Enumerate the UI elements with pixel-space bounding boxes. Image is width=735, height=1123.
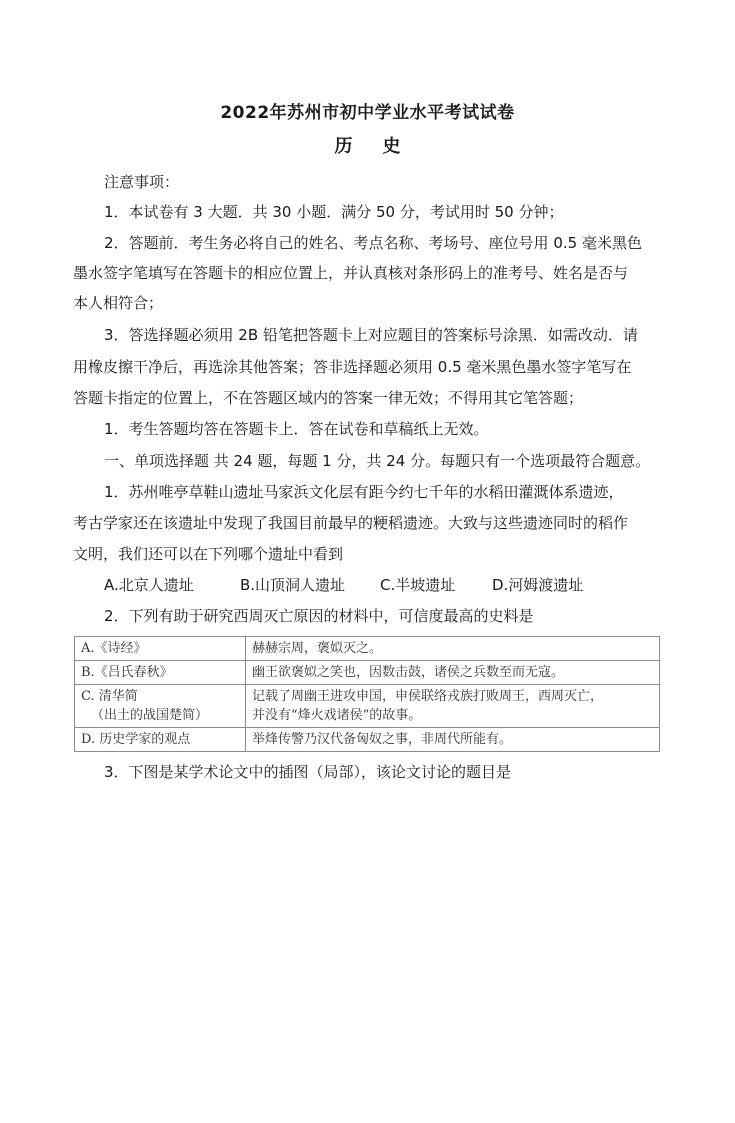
content-cell xyxy=(246,685,660,728)
subject-title: 历史 xyxy=(334,136,431,157)
q2-source-table xyxy=(74,636,660,752)
content-line-2: 并没有“烽火戏诸侯”的故事。 xyxy=(252,708,422,723)
note-item-1: 1．本试卷有 3 大题．共 30 小题．满分 50 分，考试用时 50 分钟； xyxy=(104,203,564,221)
note-item-2-line-3: 本人相符合； xyxy=(73,294,164,312)
q3-stem: 3．下图是某学术论文中的插图（局部），该论文讨论的题目是 xyxy=(104,763,512,781)
exam-title: 2022年苏州市初中学业水平考试试卷 xyxy=(220,103,515,123)
note-item-3-line-2: 用橡皮擦干净后，再选涂其他答案；答非选择题必须用 0.5 毫米黑色墨水签字笔写在 xyxy=(73,358,632,376)
note-item-2-line-1: 2．答题前．考生务必将自己的姓名、考点名称、考场号、座位号用 0.5 毫米黑色 xyxy=(104,234,642,252)
source-cell: D. 历史学家的观点 xyxy=(75,728,246,752)
table-row xyxy=(75,637,660,661)
content-cell: 举烽传警乃汉代备匈奴之事，非周代所能有。 xyxy=(246,728,660,752)
table-row xyxy=(75,661,660,685)
content-cell: 赫赫宗周，褒姒灭之。 xyxy=(246,637,660,661)
section-1-heading: 一、单项选择题 共 24 题，每题 1 分，共 24 分。每题只有一个选项最符合题意。 xyxy=(104,452,651,470)
q1-option-d: D.河姆渡遗址 xyxy=(492,576,584,594)
q2-stem: 2．下列有助于研究西周灭亡原因的材料中，可信度最高的史料是 xyxy=(104,607,534,625)
source-cell: A.《诗经》 xyxy=(75,637,246,661)
q1-option-c: C.半坡遗址 xyxy=(380,576,456,594)
q1-stem-line-1: 1．苏州唯亭草鞋山遗址马家浜文化层有距今约七千年的水稻田灌溉体系遗迹， xyxy=(104,483,624,501)
q1-option-a: A.北京人遗址 xyxy=(104,576,194,594)
note-item-2-line-2: 墨水签字笔填写在答题卡的相应位置上，并认真核对条形码上的准考号、姓名是否与 xyxy=(73,264,629,282)
note-item-3-line-3: 答题卡指定的位置上，不在答题区域内的答案一律无效；不得用其它笔答题； xyxy=(73,389,584,407)
table-row xyxy=(75,685,660,728)
content-line-1: 记载了周幽王进攻申国，申侯联络戎族打败周王，西周灭亡， xyxy=(252,689,604,704)
q1-stem-line-3: 文明，我们还可以在下列哪个遗址中看到 xyxy=(73,545,344,563)
source-note: （出土的战国楚简） xyxy=(91,708,209,723)
q1-stem-line-2: 考古学家还在该遗址中发现了我国目前最早的粳稻遗迹。大致与这些遗迹同时的稻作 xyxy=(73,514,629,532)
source-name: C. 清华简 xyxy=(81,689,138,704)
source-cell: B.《吕氏春秋》 xyxy=(75,661,246,685)
content-cell: 幽王欲褒姒之笑也，因数击鼓，诸侯之兵数至而无寇。 xyxy=(246,661,660,685)
note-item-4: 1．考生答题均答在答题卡上．答在试卷和草稿纸上无效。 xyxy=(104,420,489,438)
notes-heading: 注意事项： xyxy=(104,173,180,191)
table-row xyxy=(75,728,660,752)
source-cell xyxy=(75,685,246,728)
note-item-3-line-1: 3．答选择题必须用 2B 铅笔把答题卡上对应题目的答案标号涂黑．如需改动．请 xyxy=(104,326,638,344)
q1-option-b: B.山顶洞人遗址 xyxy=(240,576,346,594)
